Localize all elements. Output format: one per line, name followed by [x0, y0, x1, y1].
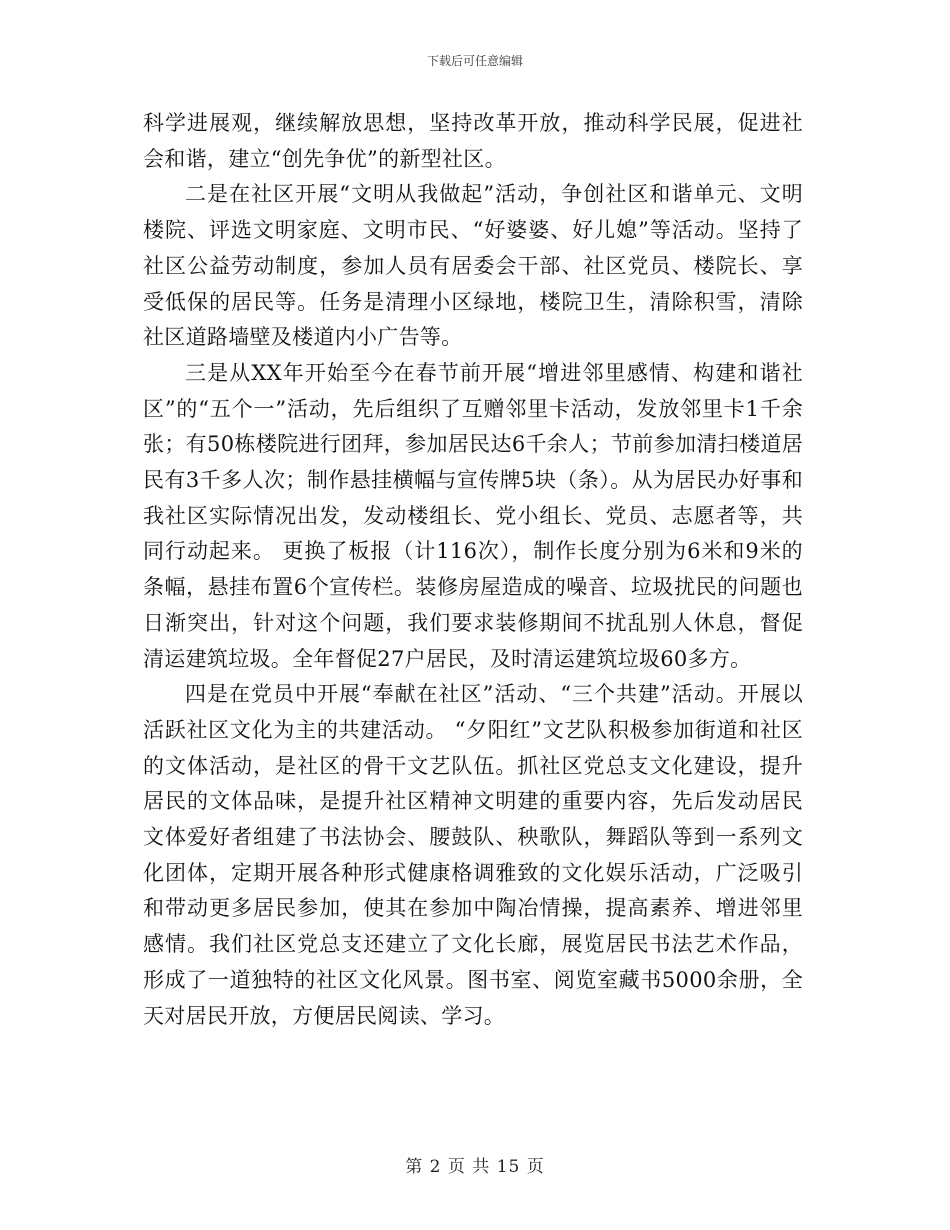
page-header-note: 下载后可任意编辑 — [426, 54, 523, 68]
paragraph-continuation: 科学进展观，继续解放思想，坚持改革开放，推动科学民展，促进社会和谐，建立“创先争优”的新型社区。 — [143, 111, 803, 171]
paragraph-item-4: 四是在党员中开展“奉献在社区”活动、“三个共建”活动。开展以活跃社区文化为主的共建活动。 “夕阳红”文艺队积极参加街道和社区的文体活动，是社区的骨干文艺队伍。抓社区党总支文化建设，提升居民的文体品味，是提升社区精神文明建的重要内容，先后发动居民文体爱好者组建了书法协会、腰鼓队、秧歌队，舞蹈队等到一系列文化团体，定期开展各种形式健康格调雅致的文化娱乐活动，广泛吸引和带动更多居民参加，使其在参加中陶冶情操，提高素养、增进邻里感情。我们社区党总支还建立了文化长廊，展览居民书法艺术作品，形成了一道独特的社区文化风景。图书室、阅览室藏书5000余册，全天对居民开放，方便居民阅读、学习。 — [143, 682, 803, 1028]
document-body — [143, 106, 803, 1034]
paragraph-item-2: 二是在社区开展“文明从我做起”活动，争创社区和谐单元、文明楼院、评选文明家庭、文明市民、“好婆婆、好儿媳”等活动。坚持了社区公益劳动制度，参加人员有居委会干部、社区党员、楼院长、享受低保的居民等。任务是清理小区绿地，楼院卫生，清除积雪，清除社区道路墙壁及楼道内小广告等。 — [143, 182, 803, 350]
paragraph-item-3: 三是从XX年开始至今在春节前开展“增进邻里感情、构建和谐社区”的“五个一”活动，先后组织了互赠邻里卡活动，发放邻里卡1千余张；有50栋楼院进行团拜，参加居民达6千余人；节前参加清扫楼道居民有3千多人次；制作悬挂横幅与宣传牌5块（条）。从为居民办好事和我社区实际情况出发，发动楼组长、党小组长、党员、志愿者等，共同行动起来。 更换了板报（计116次），制作长度分别为6米和9米的条幅，悬挂布置6个宣传栏。装修房屋造成的噪音、垃圾扰民的问题也日渐突出，针对这个问题，我们要求装修期间不扰乱别人休息，督促清运建筑垃圾。全年督促27户居民，及时清运建筑垃圾60多方。 — [143, 360, 803, 671]
page-number: 第 2 页 共 15 页 — [405, 1157, 545, 1177]
